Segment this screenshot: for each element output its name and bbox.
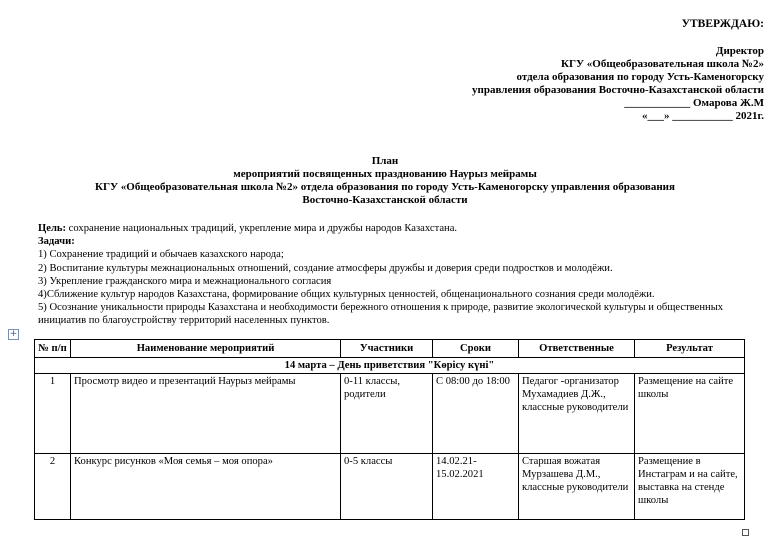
plan-line-3: Восточно-Казахстанской области [302,194,468,206]
approval-block [384,18,764,123]
header-num: № п/п [35,340,71,358]
approval-signature: ____________ Омарова Ж.М [624,97,764,109]
plan-line-1: мероприятий посвященных празднованию Наурыз мейрамы [233,168,537,180]
day-heading: 14 марта – День приветствия "Көрісу күні" [35,358,745,374]
cell-dates: 14.02.21-15.02.2021 [433,454,519,520]
cell-result: Размещение в Инстаграм и на сайте, выставка на стенде школы [635,454,745,520]
plan-line-2: КГУ «Общеобразовательная школа №2» отдела образования по городу Усть-Каменогорску управления образования [95,181,675,193]
approval-administration: управления образования Восточно-Казахстанской области [472,84,764,96]
header-responsible: Ответственные [519,340,635,358]
approval-position: Директор [715,45,764,57]
day-heading-row [35,358,745,374]
table-resize-handle[interactable] [742,529,749,536]
cell-result: Размещение на сайте школы [635,374,745,454]
task-item: 5) Осознание уникальности природы Казахстана и необходимости бережного отношения к природе, развитие экологической культуры и общественных инициатив по благоустройству территорий населенных пунктов. [38,302,724,327]
header-dates: Сроки [433,340,519,358]
events-table [34,339,745,520]
cell-responsible: Старшая вожатая Мурзашева Д.М., классные руководители [519,454,635,520]
header-participants: Участники [341,340,433,358]
task-item: 2) Воспитание культуры межнациональных отношений, создание атмосферы дружбы и доверия среди подростков и молодёжи. [38,262,613,274]
cell-num: 1 [35,374,71,454]
task-item: 1) Сохранение традиций и обычаев казахского народа; [38,249,284,261]
table-row [35,454,745,520]
cell-dates: С 08:00 до 18:00 [433,374,519,454]
task-item: 3) Укрепление гражданского мира и межнационального согласия [38,275,332,287]
approval-title: УТВЕРЖДАЮ: [681,18,764,30]
cell-responsible: Педагог -организатор Мухамадиев Д.Ж., классные руководители [519,374,635,454]
cell-participants: 0-5 классы [341,454,433,520]
header-result: Результат [635,340,745,358]
goal-label: Цель: [38,223,67,234]
cell-num: 2 [35,454,71,520]
tasks-label: Задачи: [38,236,75,248]
approval-school: КГУ «Общеобразовательная школа №2» [560,58,764,70]
approval-date: «___» ___________ 2021г. [641,110,764,122]
plan-heading [0,155,770,207]
goals-section [38,222,758,328]
plan-title: План [371,155,399,167]
goal-line [38,222,758,235]
cell-name: Просмотр видео и презентаций Наурыз мейрамы [71,374,341,454]
cell-participants: 0-11 классы, родители [341,374,433,454]
cell-name: Конкурс рисунков «Моя семья – моя опора» [71,454,341,520]
approval-department: отдела образования по городу Усть-Каменогорску [516,71,764,83]
header-name: Наименование мероприятий [71,340,341,358]
table-header-row [35,340,745,358]
table-move-handle-icon[interactable]: + [9,329,18,339]
task-item: 4)Сближение культур народов Казахстана, формирование общих культурных ценностей, общенационального сознания среди молодёжи. [38,289,655,301]
goal-text: сохранение национальных традиций, укрепление мира и дружбы народов Казахстана. [66,223,458,234]
table-row [35,374,745,454]
